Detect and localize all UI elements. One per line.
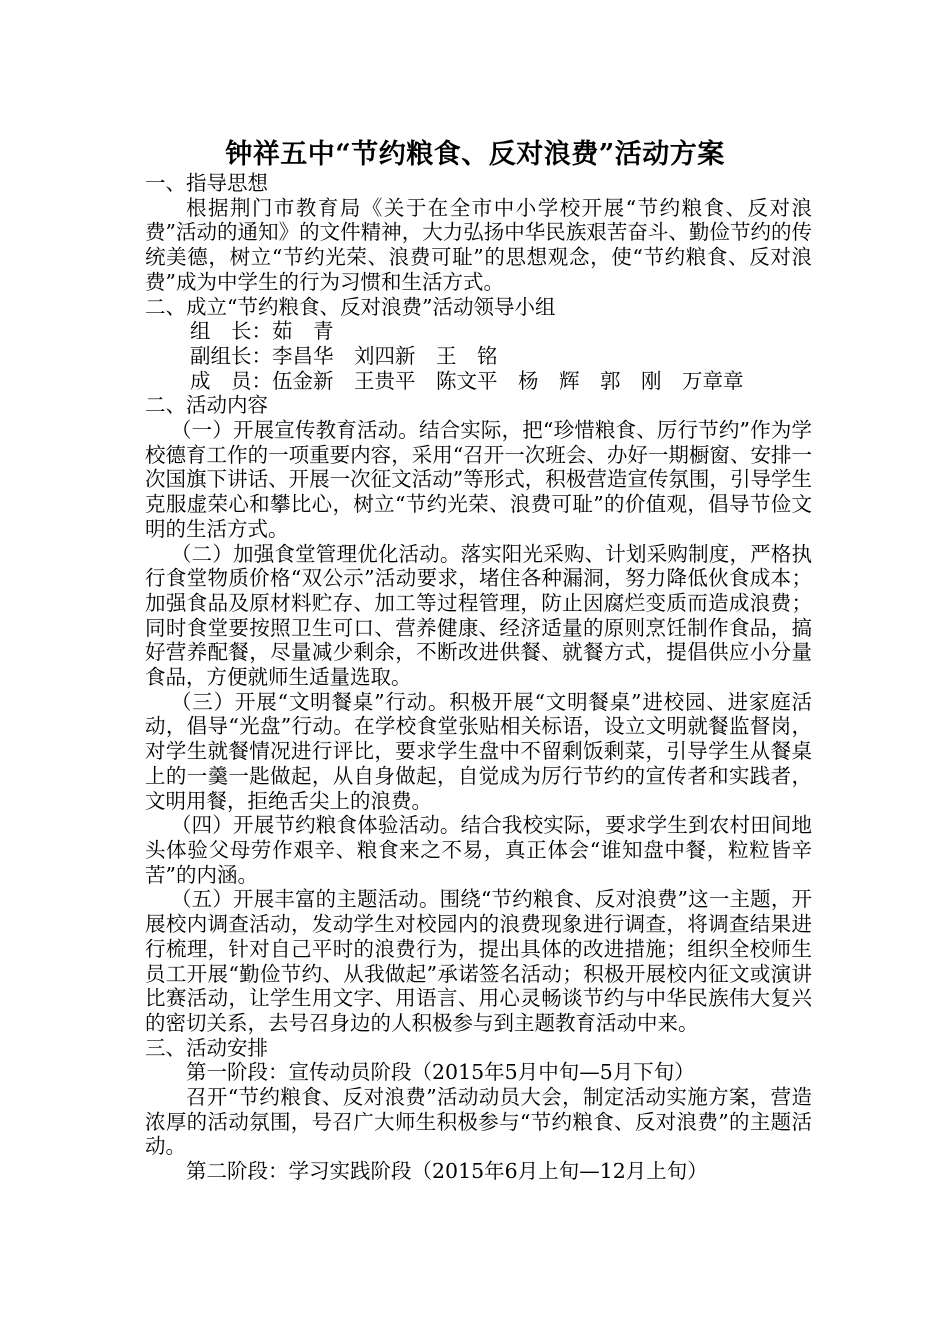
- section-heading-content: 二、活动内容: [145, 393, 268, 418]
- paragraph-content-4: （四）开展节约粮食体验活动。结合我校实际，要求学生到农村田间地头体验父母劳作艰辛、粮食来之不易，真正体会“谁知盘中餐，粒粒皆辛苦”的内涵。: [145, 813, 812, 887]
- paragraph-content-5: （五）开展丰富的主题活动。围绕“节约粮食、反对浪费”这一主题，开展校内调查活动，发动学生对校园内的浪费现象进行调查，将调查结果进行梳理，针对自己平时的浪费行为，提出具体的改进措施；组织全校师生员工开展“勤俭节约、从我做起”承诺签名活动；积极开展校内征文或演讲比赛活动，让学生用文字、用语言、用心灵畅谈节约与中华民族伟大复兴的密切关系，去号召身边的人积极参与到主题教育活动中来。: [145, 887, 812, 1035]
- paragraph-content-3: （三）开展“文明餐桌”行动。积极开展“文明餐桌”进校园、进家庭活动，倡导“光盘”行动。在学校食堂张贴相关标语，设立文明就餐监督岗，对学生就餐情况进行评比，要求学生盘中不留剩饭剩菜，引导学生从餐桌上的一羹一匙做起，从自身做起，自觉成为厉行节约的宣传者和实践者，文明用餐，拒绝舌尖上的浪费。: [145, 689, 812, 813]
- group-leader: 组 长：茹 青: [190, 319, 334, 344]
- group-deputy: 副组长：李昌华 刘四新 王 铭: [190, 343, 498, 368]
- section-heading-group: 二、成立“节约粮食、反对浪费”活动领导小组: [145, 294, 556, 319]
- section-heading-guiding: 一、指导思想: [145, 171, 268, 195]
- paragraph-content-1: （一）开展宣传教育活动。结合实际，把“珍惜粮食、厉行节约”作为学校德育工作的一项重要内容，采用“召开一次班会、办好一期橱窗、安排一次国旗下讲话、开展一次征文活动”等形式，积极营造宣传氛围，引导学生克服虚荣心和攀比心，树立“节约光荣、浪费可耻”的价值观，倡导节俭文明的生活方式。: [145, 418, 812, 541]
- paragraph-guiding: 根据荆门市教育局《关于在全市中小学校开展“节约粮食、反对浪费”活动的通知》的文件精神，大力弘扬中华民族艰苦奋斗、勤俭节约的传统美德，树立“节约光荣、浪费可耻”的思想观念，使“节约粮食、反对浪费”成为中学生的行为习惯和生活方式。: [145, 195, 812, 294]
- document-title: 钟祥五中“节约粮食、反对浪费”活动方案: [225, 139, 725, 170]
- group-members: 成 员：伍金新 王贵平 陈文平 杨 辉 郭 刚 万章章: [190, 368, 744, 393]
- phase-1-body: 召开“节约粮食、反对浪费”活动动员大会，制定活动实施方案，营造浓厚的活动氛围，号召广大师生积极参与“节约粮食、反对浪费”的主题活动。: [145, 1085, 812, 1159]
- document-body: [145, 171, 812, 1184]
- paragraph-content-2: （二）加强食堂管理优化活动。落实阳光采购、计划采购制度，严格执行食堂物质价格“双公示”活动要求，堵住各种漏洞，努力降低伙食成本；加强食品及原材料贮存、加工等过程管理，防止因腐烂变质而造成浪费；同时食堂要按照卫生可口、营养健康、经济适量的原则烹饪制作食品，搞好营养配餐，尽量减少剩余，不断改进供餐、就餐方式，提倡供应小分量食品，方便就师生适量选取。: [145, 541, 812, 690]
- phase-2-title: 第二阶段：学习实践阶段（2015年6月上旬—12月上旬）: [186, 1159, 708, 1184]
- phase-1-title: 第一阶段：宣传动员阶段（2015年5月中旬—5月下旬）: [186, 1060, 695, 1085]
- section-heading-schedule: 三、活动安排: [145, 1035, 268, 1060]
